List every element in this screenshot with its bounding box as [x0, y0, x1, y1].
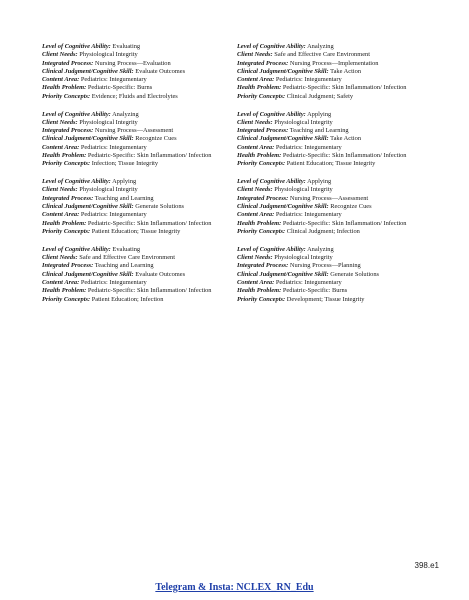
content-area-line: Content Area: Pediatrics: Integumentary — [237, 143, 342, 151]
rationale-block-3 — [42, 178, 234, 236]
cognitive-ability-line: Level of Cognitive Ability: Analyzing — [237, 43, 334, 50]
priority-concepts-line: Priority Concepts: Clinical Judgment; Infection — [237, 227, 360, 235]
integrated-process-line: Integrated Process: Teaching and Learning — [237, 127, 349, 135]
priority-concepts-line: Priority Concepts: Infection; Tissue Integrity — [42, 160, 159, 168]
cognitive-ability-line: Level of Cognitive Ability: Analyzing — [237, 245, 334, 253]
priority-concepts-line: Priority Concepts: Clinical Judgment; Safety — [237, 92, 354, 100]
clinical-judgment-line: Clinical Judgment/Cognitive Skill: Recognize Cues — [237, 203, 372, 211]
clinical-judgment-line: Clinical Judgment/Cognitive Skill: Evaluate Outcomes — [42, 67, 186, 75]
client-needs-line: Client Needs: Physiological Integrity — [237, 118, 333, 126]
health-problem-line: Health Problem: Pediatric-Specific: Skin Inflammation/ Infection — [42, 219, 212, 227]
health-problem-line: Health Problem: Pediatric-Specific: Burns — [42, 84, 153, 92]
cognitive-ability-line: Level of Cognitive Ability: Evaluating — [42, 245, 141, 253]
clinical-judgment-line: Clinical Judgment/Cognitive Skill: Take Action — [237, 135, 362, 143]
content-area-line: Content Area: Pediatrics: Integumentary — [42, 76, 147, 84]
client-needs-line: Client Needs: Physiological Integrity — [42, 186, 138, 194]
clinical-judgment-line: Clinical Judgment/Cognitive Skill: Generate Solutions — [237, 270, 380, 278]
footer-link[interactable]: Telegram & Insta: NCLEX_RN_Edu — [155, 582, 314, 593]
health-problem-line: Health Problem: Pediatric-Specific: Skin Inflammation/ Infection — [237, 84, 407, 92]
clinical-judgment-line: Clinical Judgment/Cognitive Skill: Generate Solutions — [42, 203, 185, 211]
left-column — [42, 43, 234, 313]
rationale-block-5 — [237, 43, 429, 101]
priority-concepts-line: Priority Concepts: Patient Education; Tissue Integrity — [237, 160, 376, 168]
client-needs-line: Client Needs: Physiological Integrity — [42, 118, 138, 126]
rationale-block-4 — [42, 246, 234, 304]
page-number: 398.e1 — [414, 561, 439, 570]
priority-concepts-line: Priority Concepts: Patient Education; Tissue Integrity — [42, 227, 181, 235]
right-column — [237, 43, 429, 313]
content-area-line: Content Area: Pediatrics: Integumentary — [237, 211, 342, 219]
cognitive-ability-line: Level of Cognitive Ability: Analyzing — [42, 110, 139, 118]
clinical-judgment-line: Clinical Judgment/Cognitive Skill: Take Action — [237, 67, 362, 75]
client-needs-line: Client Needs: Safe and Effective Care Environment — [42, 254, 176, 262]
cognitive-ability-line: Level of Cognitive Ability: Evaluating — [42, 43, 141, 50]
health-problem-line: Health Problem: Pediatric-Specific: Skin Inflammation/ Infection — [42, 287, 212, 295]
content-area-line: Content Area: Pediatrics: Integumentary — [42, 278, 147, 286]
health-problem-line: Health Problem: Pediatric-Specific: Burns — [237, 287, 348, 295]
content-area-line: Content Area: Pediatrics: Integumentary — [237, 278, 342, 286]
content-area-line: Content Area: Pediatrics: Integumentary — [42, 143, 147, 151]
client-needs-line: Client Needs: Physiological Integrity — [237, 186, 333, 194]
cognitive-ability-line: Level of Cognitive Ability: Applying — [237, 110, 332, 118]
rationale-block-8 — [237, 246, 429, 304]
content-area-line: Content Area: Pediatrics: Integumentary — [42, 211, 147, 219]
priority-concepts-line: Priority Concepts: Patient Education; Infection — [42, 295, 164, 303]
priority-concepts-line: Priority Concepts: Evidence; Fluids and Electrolytes — [42, 92, 178, 100]
content-area-line: Content Area: Pediatrics: Integumentary — [237, 76, 342, 84]
cognitive-ability-line: Level of Cognitive Ability: Applying — [42, 178, 137, 186]
rationale-block-2 — [42, 111, 234, 169]
integrated-process-line: Integrated Process: Teaching and Learning — [42, 194, 154, 202]
client-needs-line: Client Needs: Safe and Effective Care Environment — [237, 51, 371, 59]
integrated-process-line: Integrated Process: Teaching and Learning — [42, 262, 154, 270]
cognitive-ability-line: Level of Cognitive Ability: Applying — [237, 178, 332, 186]
integrated-process-line: Integrated Process: Nursing Process—Planning — [237, 262, 361, 270]
health-problem-line: Health Problem: Pediatric-Specific: Skin Inflammation/ Infection — [42, 152, 212, 160]
integrated-process-line: Integrated Process: Nursing Process—Assessment — [237, 194, 369, 202]
clinical-judgment-line: Clinical Judgment/Cognitive Skill: Evaluate Outcomes — [42, 270, 186, 278]
integrated-process-line: Integrated Process: Nursing Process—Implementation — [237, 59, 379, 67]
client-needs-line: Client Needs: Physiological Integrity — [42, 51, 138, 59]
client-needs-line: Client Needs: Physiological Integrity — [237, 254, 333, 262]
integrated-process-line: Integrated Process: Nursing Process—Evaluation — [42, 59, 171, 67]
rationale-block-6 — [237, 111, 429, 169]
health-problem-line: Health Problem: Pediatric-Specific: Skin Inflammation/ Infection — [237, 152, 407, 160]
integrated-process-line: Integrated Process: Nursing Process—Assessment — [42, 127, 174, 135]
clinical-judgment-line: Clinical Judgment/Cognitive Skill: Recognize Cues — [42, 135, 177, 143]
rationale-block-7 — [237, 178, 429, 236]
priority-concepts-line: Priority Concepts: Development; Tissue Integrity — [237, 295, 365, 303]
health-problem-line: Health Problem: Pediatric-Specific: Skin Inflammation/ Infection — [237, 219, 407, 227]
rationale-block-1 — [42, 43, 234, 101]
